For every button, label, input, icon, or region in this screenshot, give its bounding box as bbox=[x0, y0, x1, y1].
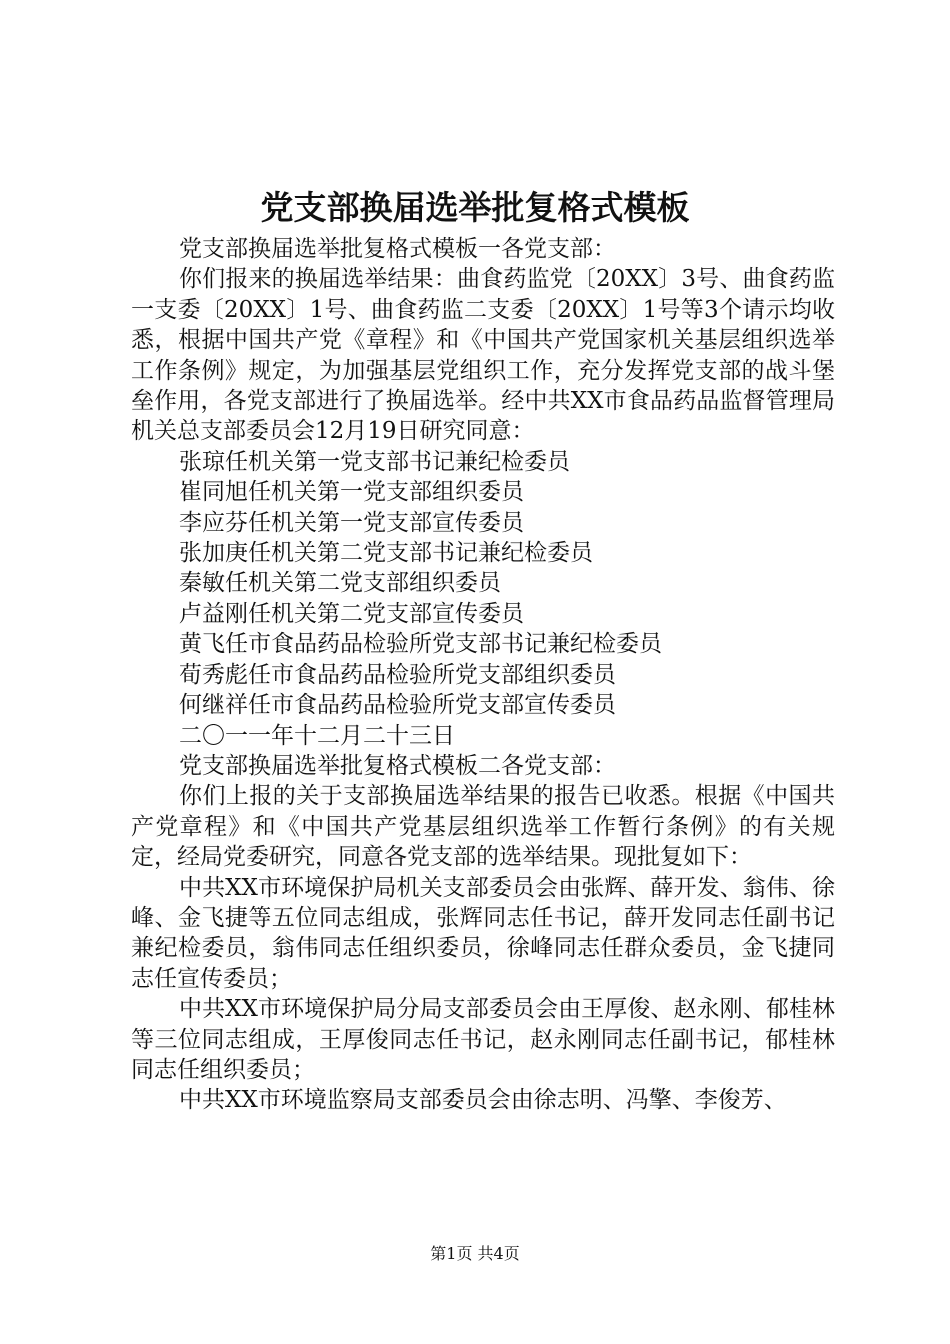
paragraph: 中共XX市环境监察局支部委员会由徐志明、冯擎、李俊芳、 bbox=[179, 1087, 787, 1114]
paragraph: 中共XX市环境保护局分局支部委员会由王厚俊、赵永刚、郁桂林等三位同志组成，王厚俊同志任书记，赵永刚同志任副书记，郁桂林同志任组织委员； bbox=[131, 996, 835, 1083]
list-item: 崔同旭任机关第一党支部组织委员 bbox=[179, 479, 524, 506]
list-item: 黄飞任市食品药品检验所党支部书记兼纪检委员 bbox=[179, 631, 662, 658]
paragraph: 党支部换届选举批复格式模板一各党支部： bbox=[179, 236, 616, 262]
list-item: 李应芬任机关第一党支部宣传委员 bbox=[179, 509, 524, 536]
paragraph: 党支部换届选举批复格式模板二各党支部： bbox=[179, 752, 616, 779]
page-footer: 第1页 共4页 bbox=[430, 1244, 520, 1263]
paragraph: 中共XX市环境保护局机关支部委员会由张辉、薛开发、翁伟、徐峰、金飞捷等五位同志组成，张辉同志任书记，薛开发同志任副书记兼纪检委员，翁伟同志任组织委员，徐峰同志任群众委员，金飞捷同志任宣传委员； bbox=[131, 874, 835, 992]
list-item: 何继祥任市食品药品检验所党支部宣传委员 bbox=[179, 692, 616, 719]
list-item: 荀秀彪任市食品药品检验所党支部组织委员 bbox=[179, 661, 616, 688]
list-item: 张琼任机关第一党支部书记兼纪检委员 bbox=[179, 448, 570, 475]
list-item: 张加庚任机关第二党支部书记兼纪检委员 bbox=[179, 540, 593, 567]
document-title: 党支部换届选举批复格式模板 bbox=[260, 188, 690, 227]
paragraph: 你们上报的关于支部换届选举结果的报告已收悉。根据《中国共产党章程》和《中国共产党基层组织选举工作暂行条例》的有关规定，经局党委研究，同意各党支部的选举结果。现批复如下： bbox=[131, 783, 835, 871]
list-item: 卢益刚任机关第二党支部宣传委员 bbox=[179, 600, 524, 627]
list-item: 二〇一一年十二月二十三日 bbox=[179, 722, 455, 749]
paragraph: 你们报来的换届选举结果：曲食药监党〔20XX〕3号、曲食药监一支委〔20XX〕1号、曲食药监二支委〔20XX〕1号等3个请示均收悉，根据中国共产党《章程》和《中国共产党国家机关基层组织选举工作条例》规定，为加强基层党组织工作，充分发挥党支部的战斗堡垒作用，各党支部进行了换届选举。经中共XX市食品药品监督管理局机关总支部委员会12月19日研究同意： bbox=[131, 266, 835, 445]
list-item: 秦敏任机关第二党支部组织委员 bbox=[179, 570, 501, 597]
document-body bbox=[131, 234, 835, 1116]
